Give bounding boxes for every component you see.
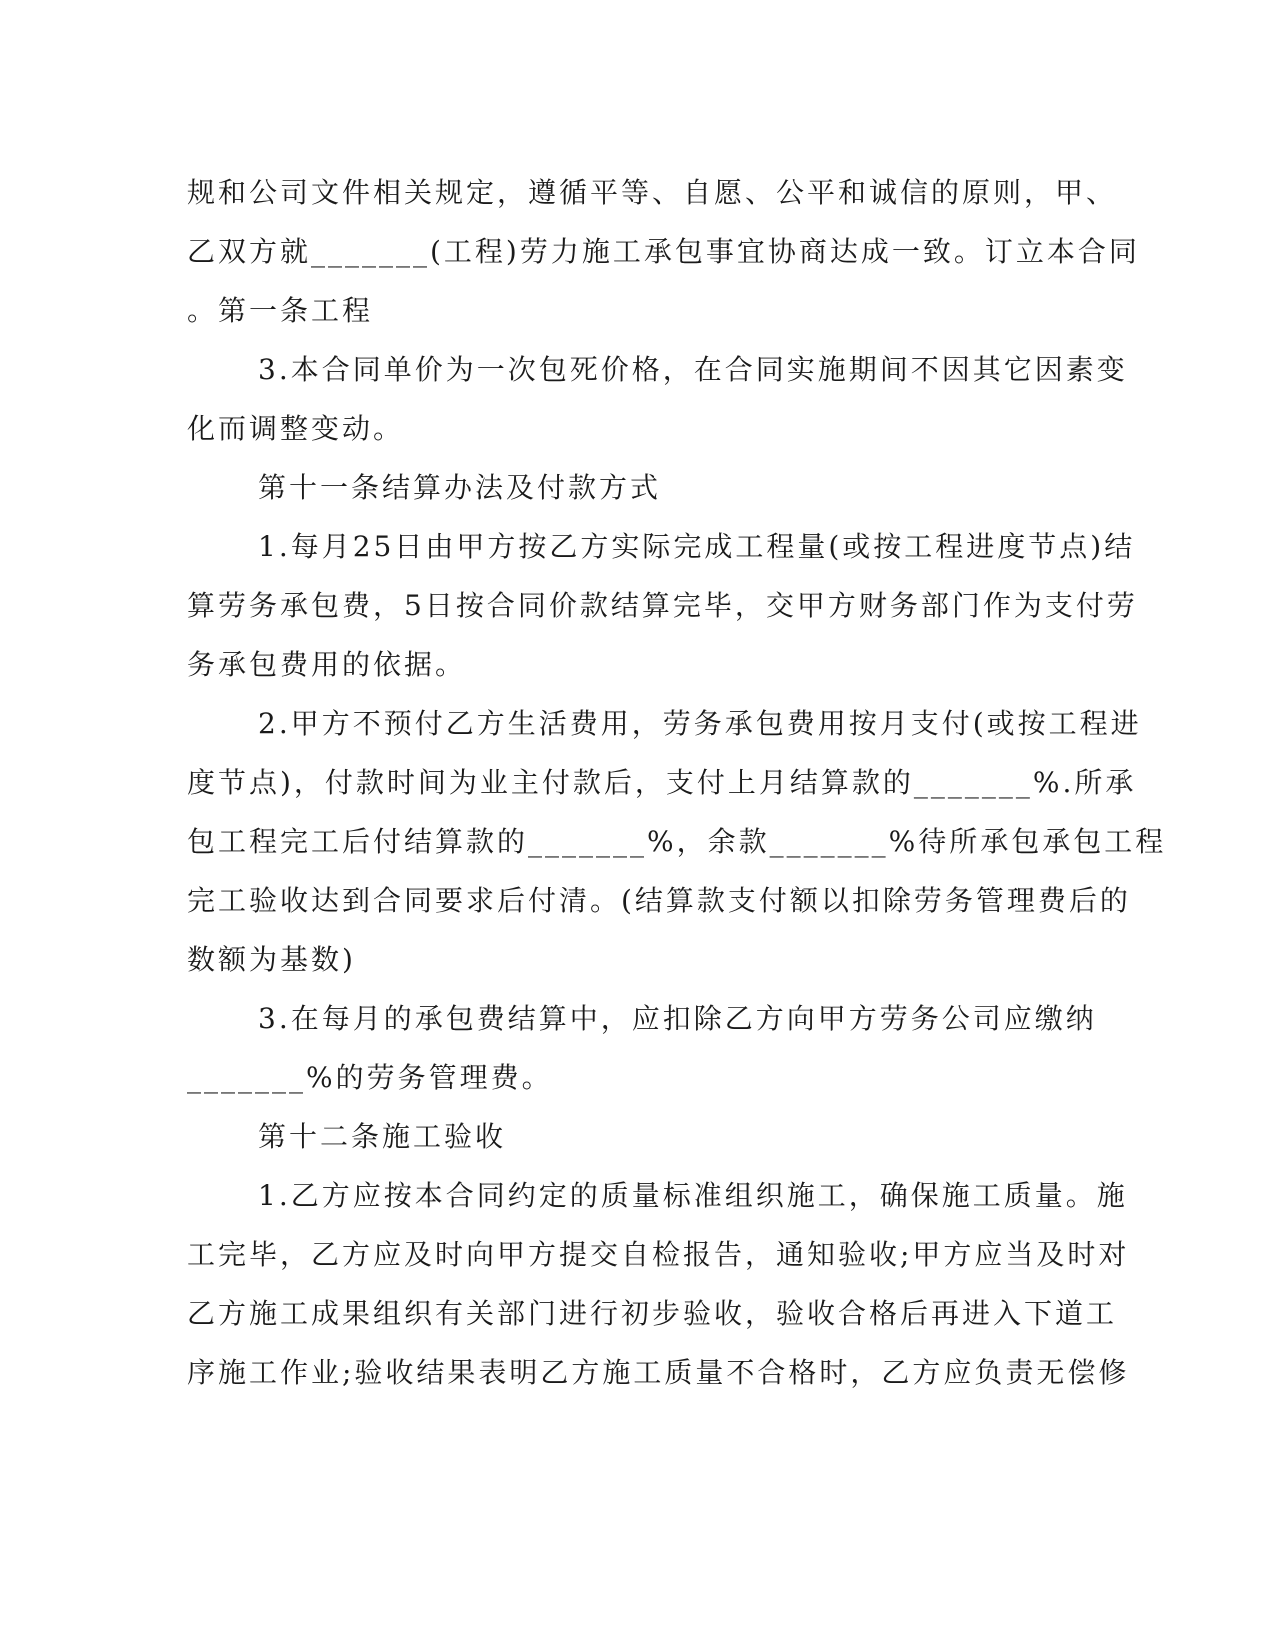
text-line-18: 1.乙方应按本合同约定的质量标准组织施工，确保施工质量。施 (258, 1179, 1128, 1212)
text-line-20: 乙方施工成果组织有关部门进行初步验收，验收合格后再进入下道工 (187, 1297, 1118, 1330)
text-line-16: _______%的劳务管理费。 (187, 1061, 553, 1094)
text-line-8: 算劳务承包费，5日按合同价款结算完毕，交甲方财务部门作为支付劳 (187, 589, 1138, 622)
section-heading-article-11: 第十一条结算办法及付款方式 (258, 471, 662, 504)
text-line-9: 务承包费用的依据。 (187, 648, 467, 681)
text-line-12: 包工程完工后付结算款的_______%，余款_______%待所承包承包工程 (187, 825, 1167, 858)
text-line-13: 完工验收达到合同要求后付清。(结算款支付额以扣除劳务管理费后的 (187, 884, 1131, 917)
text-line-3: 。第一条工程 (187, 294, 374, 327)
text-line-2: 乙双方就_______(工程)劳力施工承包事宜协商达成一致。订立本合同 (187, 235, 1140, 268)
text-line-7: 1.每月25日由甲方按乙方实际完成工程量(或按工程进度节点)结 (258, 530, 1136, 563)
text-line-14: 数额为基数) (187, 943, 356, 976)
text-line-11: 度节点)，付款时间为业主付款后，支付上月结算款的_______%.所承 (187, 766, 1137, 799)
text-line-15: 3.在每月的承包费结算中，应扣除乙方向甲方劳务公司应缴纳 (258, 1002, 1097, 1035)
text-line-21: 序施工作业;验收结果表明乙方施工质量不合格时，乙方应负责无偿修 (187, 1356, 1130, 1389)
text-line-4: 3.本合同单价为一次包死价格，在合同实施期间不因其它因素变 (258, 353, 1128, 386)
text-line-10: 2.甲方不预付乙方生活费用，劳务承包费用按月支付(或按工程进 (258, 707, 1142, 740)
section-heading-article-12: 第十二条施工验收 (258, 1120, 507, 1153)
text-line-1: 规和公司文件相关规定，遵循平等、自愿、公平和诚信的原则，甲、 (187, 176, 1118, 209)
text-line-5: 化而调整变动。 (187, 412, 405, 445)
text-line-19: 工完毕，乙方应及时向甲方提交自检报告，通知验收;甲方应当及时对 (187, 1238, 1130, 1271)
contract-text (187, 163, 1167, 1402)
